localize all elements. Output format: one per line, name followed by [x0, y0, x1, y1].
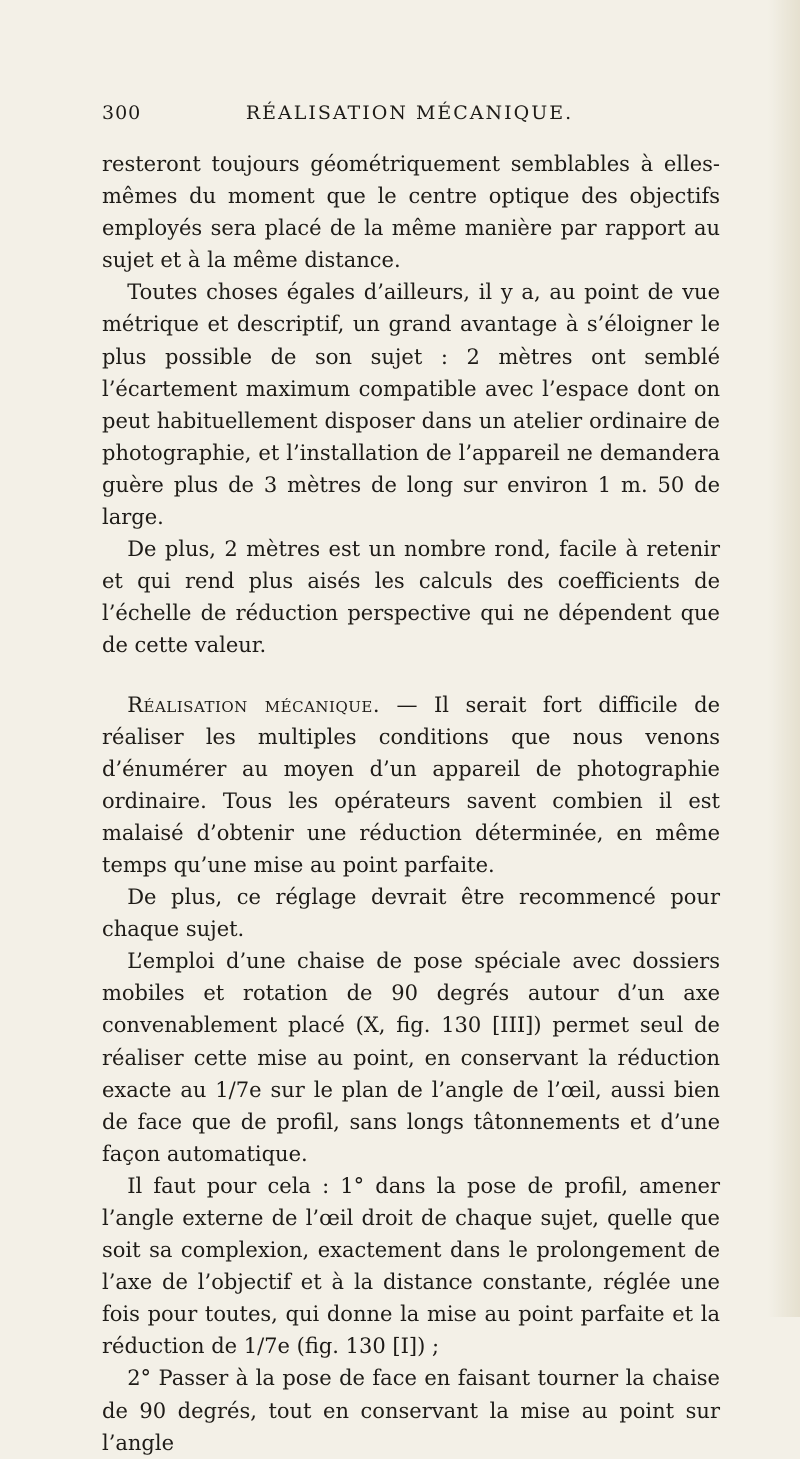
section-paragraph: [102, 689, 720, 882]
paragraph: De plus, ce réglage devrait être recommencé pour chaque sujet.: [102, 885, 720, 942]
running-header: [102, 102, 717, 136]
paragraph-continuation: resteront toujours géométriquement semblables à elles-mêmes du moment que le centre optique des objectifs employés sera placé de la même manière par rapport au sujet et à la même distance.: [102, 152, 720, 273]
page-number: 300: [102, 102, 142, 124]
paragraph: Toutes choses égales d’ailleurs, il y a, au point de vue métrique et descriptif, un grand avantage à s’éloigner le plus possible de son sujet : 2 mètres ont semblé l’écartement maximum compatible avec l’espace dont on peut habituellement disposer dans un atelier ordinaire de photographie, et l’installation de l’appareil ne demandera guère plus de 3 mètres de long sur environ 1 m. 50 de large.: [102, 280, 720, 530]
section-heading: Réalisation mécanique.: [127, 692, 381, 717]
paragraph: L’emploi d’une chaise de pose spéciale avec dossiers mobiles et rotation de 90 degrés autour d’un axe convenablement placé (X, fig. 130 [III]) permet seul de réaliser cette mise au point, en conservant la réduction exacte au 1/7e sur le plan de l’angle de l’œil, aussi bien de face que de profil, sans longs tâtonnements et d’une façon automatique.: [102, 949, 720, 1166]
paragraph: Il faut pour cela : 1° dans la pose de profil, amener l’angle externe de l’œil droit de chaque sujet, quelle que soit sa complexion, exactement dans le prolongement de l’axe de l’objectif et à la distance constante, réglée une fois pour toutes, qui donne la mise au point parfaite et la réduction de 1/7e (fig. 130 [I]) ;: [102, 1173, 720, 1359]
paragraph: De plus, 2 mètres est un nombre rond, facile à retenir et qui rend plus aisés les calculs des coefficients de l’échelle de réduction perspective qui ne dépendent que de cette valeur.: [102, 537, 720, 658]
paragraph: 2° Passer à la pose de face en faisant tourner la chaise de 90 degrés, tout en conservant la mise au point sur l’angle: [102, 1366, 720, 1455]
running-title: RÉALISATION MÉCANIQUE.: [245, 102, 574, 124]
body-text: [102, 148, 720, 1459]
page-edge-shadow: [768, 0, 800, 1317]
section-intro: — Il serait fort difficile de réaliser les multiples conditions que nous venons d’énumérer au moyen d’un appareil de photographie ordinaire. Tous les opérateurs savent combien il est malaisé d’obtenir une réduction déterminée, en même temps qu’une mise au point parfaite.: [102, 692, 721, 877]
